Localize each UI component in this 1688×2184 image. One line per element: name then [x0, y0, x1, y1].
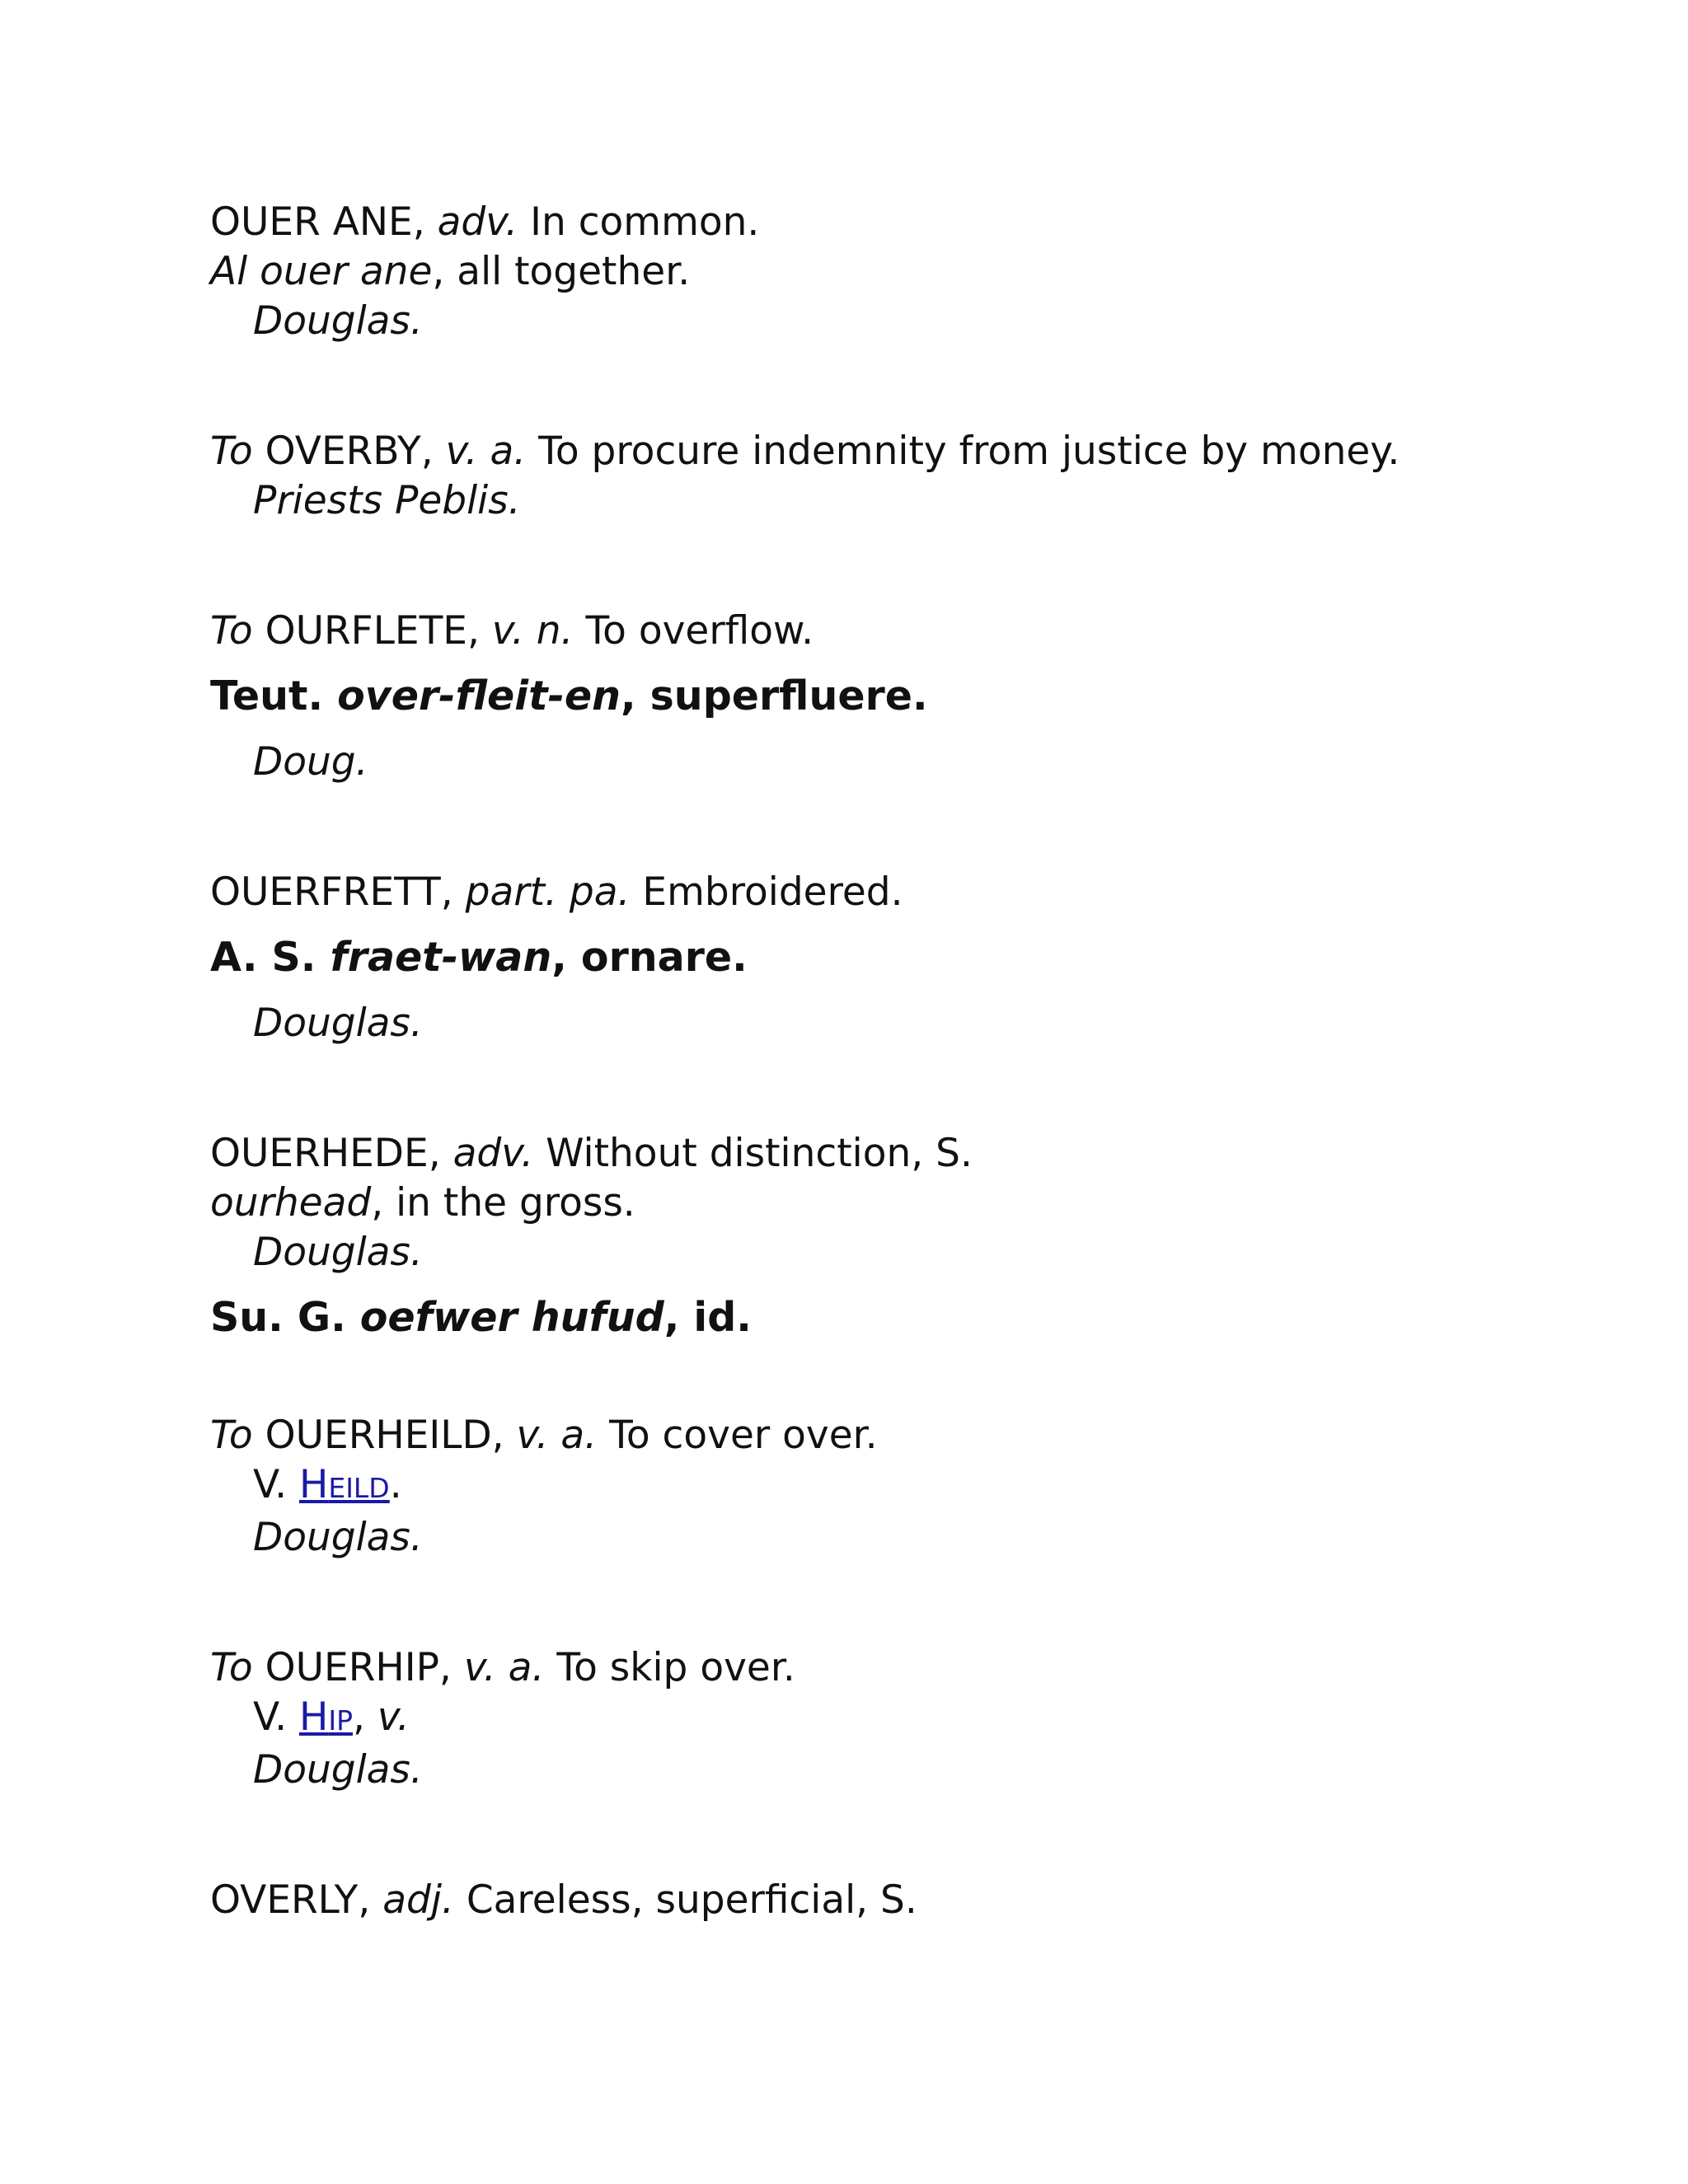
phrase: ourhead	[210, 1180, 372, 1226]
source-line	[210, 1228, 1611, 1277]
definition: To overflow.	[585, 608, 814, 654]
part-of-speech: v. a.	[463, 1645, 545, 1690]
source-line	[210, 1513, 1611, 1563]
headword: OVERLY	[210, 1877, 359, 1923]
etymology-language: Teut.	[210, 673, 324, 719]
entry-ouerfrett	[210, 868, 1611, 1048]
entry-ourflete	[210, 607, 1611, 787]
entry-line: To OUERHEILD, v. a. To cover over.	[210, 1413, 878, 1458]
part-of-speech: part. pa.	[465, 869, 631, 915]
entry-line: To OURFLETE, v. n. To overflow.	[210, 608, 814, 654]
etymology	[210, 1293, 1611, 1343]
entry-ouerheild	[210, 1411, 1611, 1563]
source: Douglas.	[253, 1747, 423, 1793]
definition: To skip over.	[556, 1645, 795, 1690]
headword: OVERBY	[265, 429, 421, 474]
source-line	[210, 738, 1611, 787]
cross-reference-prefix: V.	[253, 1462, 288, 1507]
source-line	[210, 999, 1611, 1048]
entry-line: OVERLY, adj. Careless, superficial, S.	[210, 1877, 917, 1923]
entry-overby	[210, 427, 1611, 526]
part-of-speech: v. n.	[491, 608, 574, 654]
definition: In common.	[530, 199, 760, 245]
phrase-gloss: , in the gross.	[371, 1180, 635, 1226]
source-line	[210, 1746, 1611, 1795]
phrase-line	[210, 247, 1611, 297]
definition: Careless, superficial, S.	[466, 1877, 917, 1923]
cross-reference-line: V. HIP, v.	[253, 1694, 410, 1740]
source-line	[210, 297, 1611, 346]
source: Priests Peblis.	[253, 478, 521, 523]
phrase-line	[210, 1179, 1611, 1228]
definition: To cover over.	[609, 1413, 878, 1458]
entry-ouerhip	[210, 1643, 1611, 1795]
source: Douglas.	[253, 1230, 423, 1275]
entry-ouer-ane	[210, 198, 1611, 346]
definition: To procure indemnity from justice by money.	[538, 429, 1400, 474]
source: Doug.	[253, 739, 368, 785]
etymology	[210, 672, 1611, 721]
cross-reference-link-heild[interactable]: HEILD	[299, 1462, 390, 1507]
entry-line: To OUERHIP, v. a. To skip over.	[210, 1645, 795, 1690]
cross-reference-suffix: .	[389, 1462, 402, 1507]
source: Douglas.	[253, 1515, 423, 1560]
entry-line: To OVERBY, v. a. To procure indemnity from justice by money.	[210, 429, 1400, 474]
phrase-gloss: , all together.	[432, 249, 691, 294]
part-of-speech: v. a.	[516, 1413, 598, 1458]
etymology-gloss: , superfluere.	[620, 673, 928, 719]
headword: OUERHEDE	[210, 1131, 429, 1176]
etymology-gloss: , id.	[663, 1294, 752, 1341]
phrase: Al ouer ane	[210, 249, 433, 294]
entry-ouerhede	[210, 1129, 1611, 1343]
source: Douglas.	[253, 298, 423, 344]
verb-prefix: To	[210, 1413, 253, 1458]
cross-reference-link-hip[interactable]: HIP	[299, 1694, 353, 1740]
part-of-speech: adv.	[437, 199, 518, 245]
etymology-language: Su. G.	[210, 1294, 346, 1341]
entry-line: OUERFRETT, part. pa. Embroidered.	[210, 869, 903, 915]
verb-prefix: To	[210, 608, 253, 654]
part-of-speech: v. a.	[445, 429, 527, 474]
part-of-speech: adj.	[382, 1877, 454, 1923]
source: Douglas.	[253, 1001, 423, 1046]
etymology-language: A. S.	[210, 934, 316, 981]
headword: OUERHIP	[265, 1645, 439, 1690]
headword: OUERFRETT	[210, 869, 441, 915]
etymology-word: over-fleit-en	[337, 673, 621, 719]
etymology	[210, 933, 1611, 982]
etymology-word: oefwer hufud	[359, 1294, 664, 1341]
entry-line: OUERHEDE, adv. Without distinction, S.	[210, 1131, 973, 1176]
definition: Without distinction, S.	[546, 1131, 973, 1176]
verb-prefix: To	[210, 1645, 253, 1690]
headword: OUER ANE	[210, 199, 413, 245]
cross-reference-line	[210, 1460, 1611, 1513]
source-line	[210, 476, 1611, 526]
etymology-gloss: , ornare.	[551, 934, 748, 981]
dictionary-page	[210, 198, 1611, 1925]
headword: OURFLETE	[265, 608, 467, 654]
entry-line: OUER ANE, adv. In common.	[210, 199, 760, 245]
part-of-speech: adv.	[452, 1131, 534, 1176]
cross-reference-pos: v.	[377, 1694, 410, 1740]
cross-reference-prefix: V.	[253, 1694, 288, 1740]
etymology-word: fraet-wan	[330, 934, 552, 981]
headword: OUERHEILD	[265, 1413, 492, 1458]
entry-overly	[210, 1876, 1611, 1925]
verb-prefix: To	[210, 429, 253, 474]
definition: Embroidered.	[642, 869, 903, 915]
